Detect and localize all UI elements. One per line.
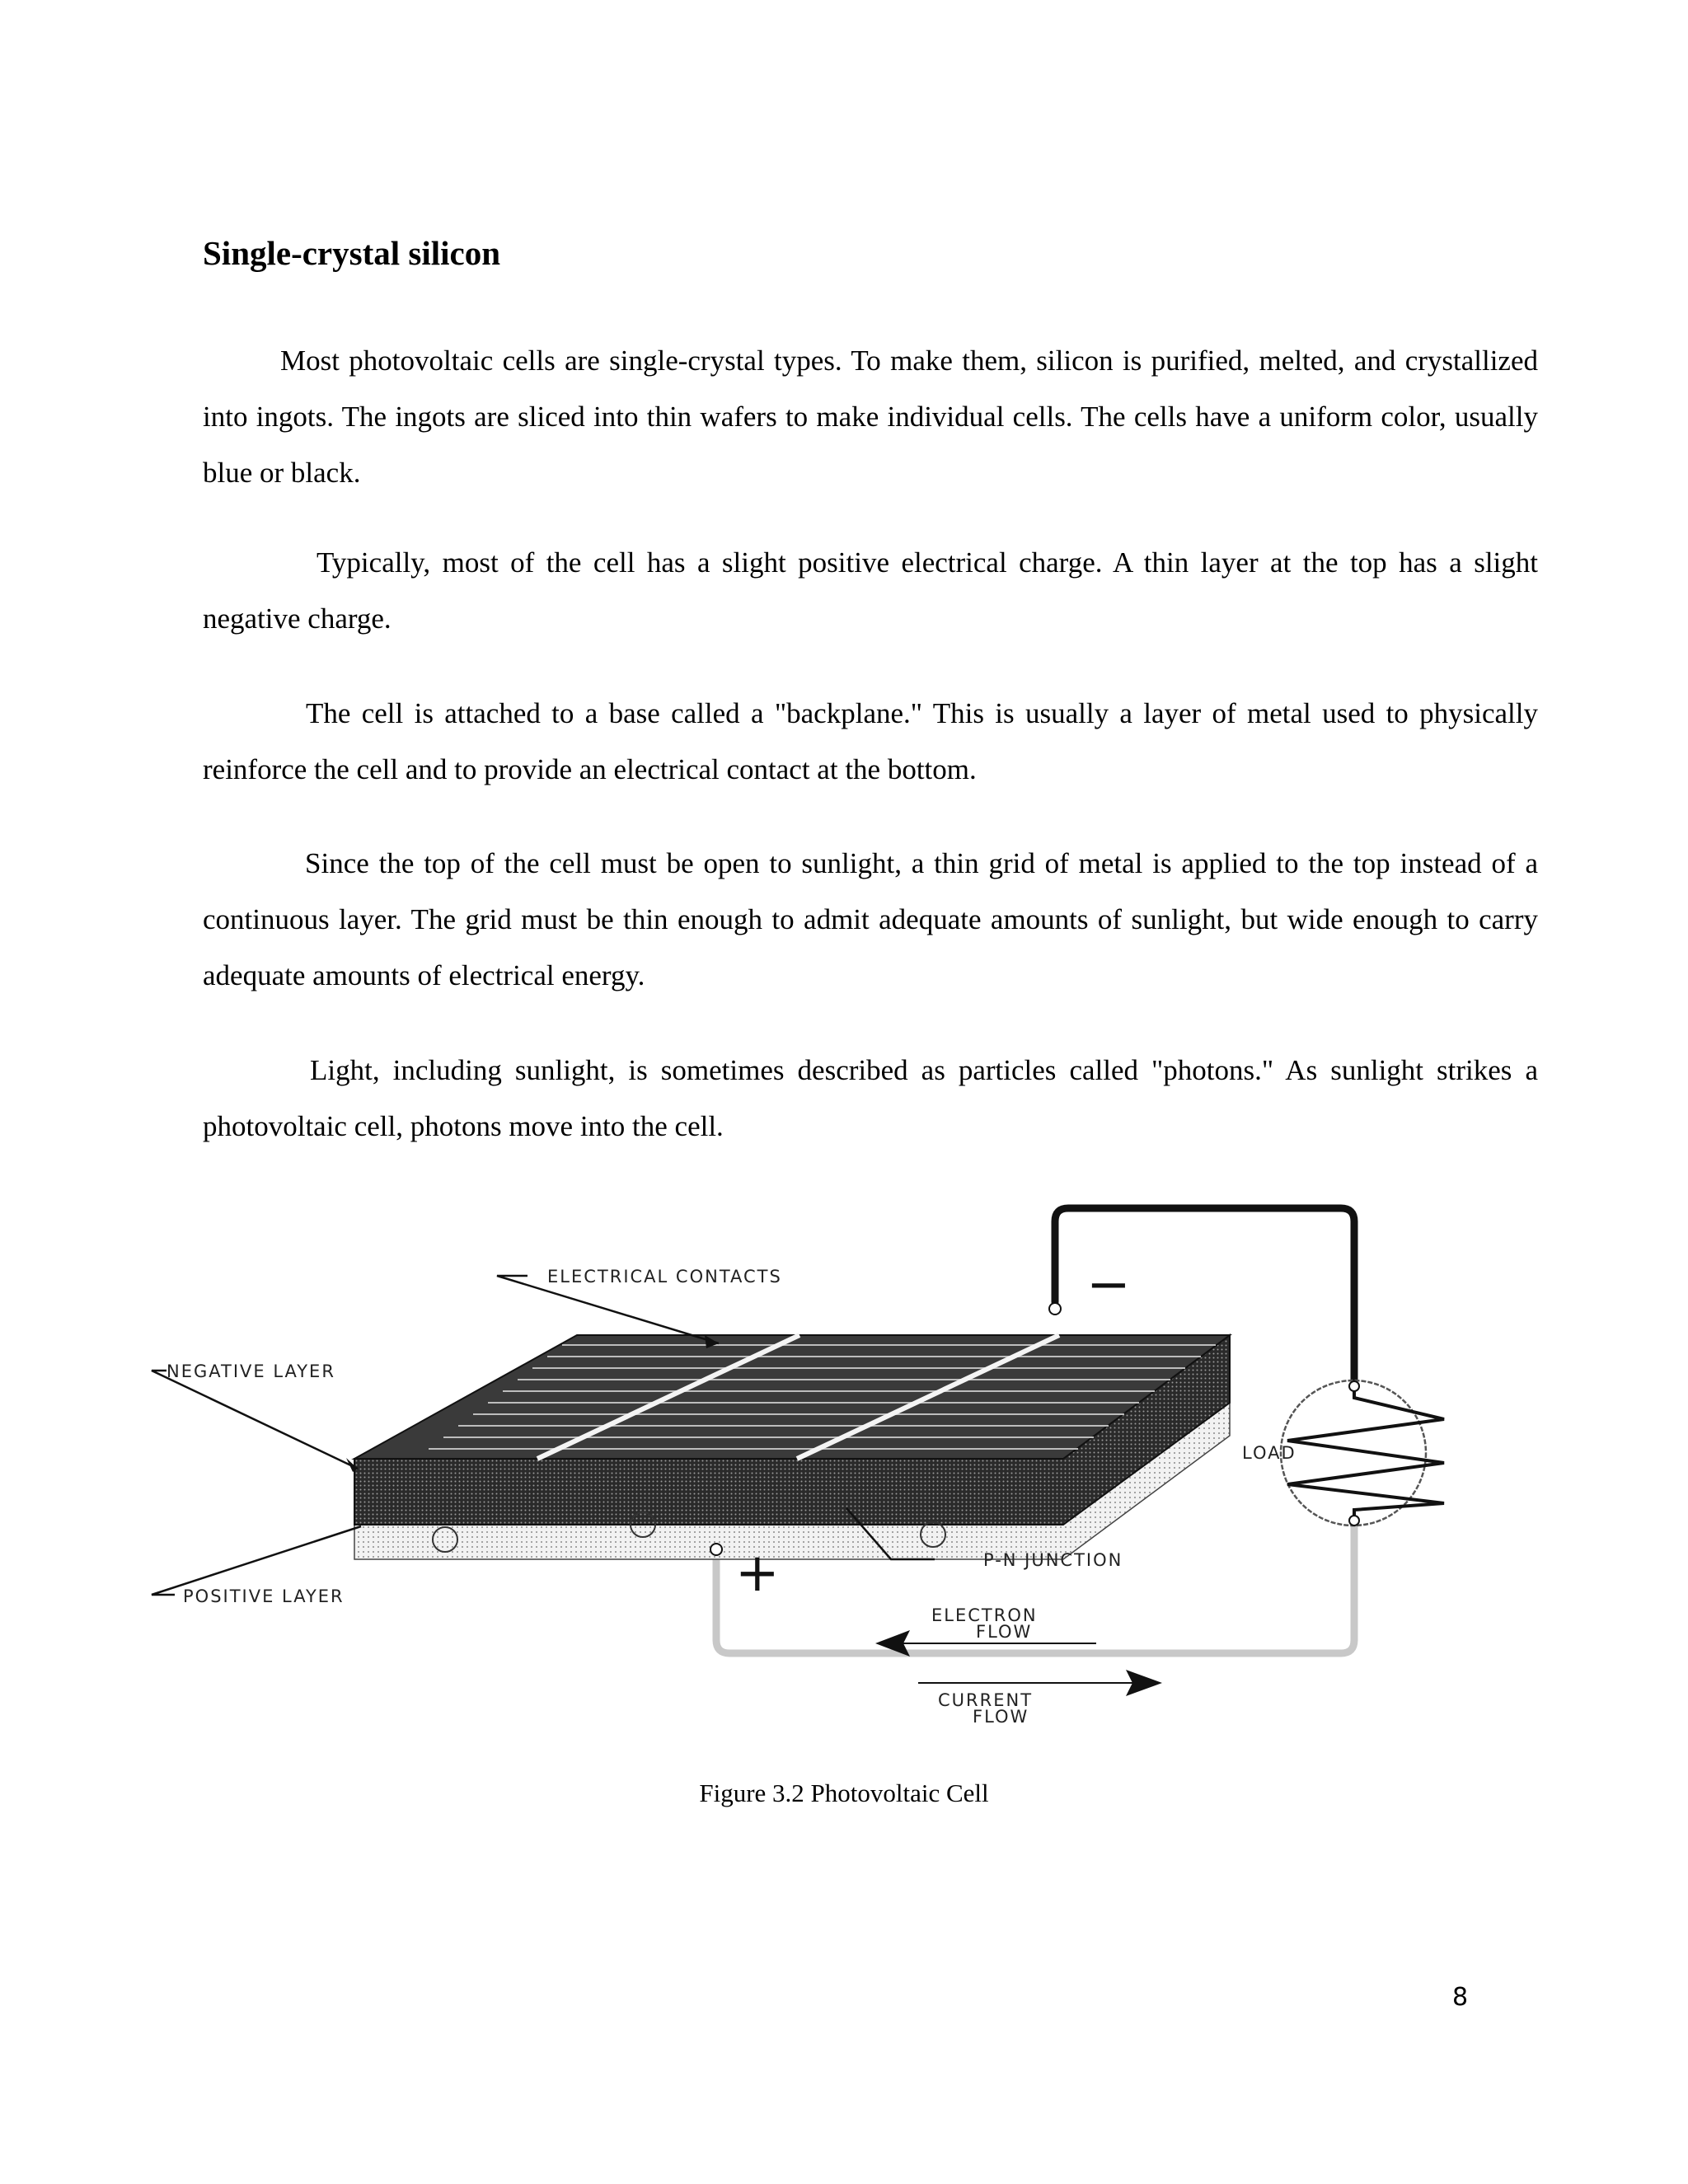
- electrical-contacts-label: ELECTRICAL CONTACTS: [547, 1267, 782, 1286]
- current-flow-label-line1: CURRENT: [938, 1690, 1034, 1710]
- electron-flow-label-line1: ELECTRON: [931, 1605, 1038, 1625]
- negative-layer-label: NEGATIVE LAYER: [166, 1361, 335, 1381]
- current-flow-label-line2: FLOW: [973, 1707, 1029, 1727]
- load-circle: [1281, 1380, 1426, 1526]
- load-label: LOAD: [1242, 1443, 1296, 1463]
- photovoltaic-cell-figure: [166, 1203, 1525, 1747]
- positive-layer-label: POSITIVE LAYER: [183, 1586, 345, 1606]
- photovoltaic-cell-diagram: [166, 1203, 1525, 1747]
- electron-flow-label-line2: FLOW: [976, 1622, 1033, 1642]
- plus-sign: +: [735, 1543, 780, 1604]
- paragraph-3: The cell is attached to a base called a "backplane." This is usually a layer of metal used to physically reinforce the cell and to provide an electrical contact at the bottom.: [203, 697, 1538, 785]
- pn-junction-label: P-N JUNCTION: [983, 1550, 1123, 1570]
- paragraph-2: Typically, most of the cell has a slight positive electrical charge. A thin layer at the top has a slight negative charge.: [203, 546, 1538, 635]
- minus-sign: −: [1086, 1254, 1131, 1315]
- paragraph-4: Since the top of the cell must be open to sunlight, a thin grid of metal is applied to the top instead of a continuous layer. The grid must be thin enough to admit adequate amounts of sunlight, but wide enough to carry adequate amounts of electrical energy.: [203, 847, 1538, 991]
- figure-caption: Figure 3.2 Photovoltaic Cell: [699, 1779, 989, 1807]
- paragraph-1: Most photovoltaic cells are single-crystal types. To make them, silicon is purified, melted, and crystallized into ingots. The ingots are sliced into thin wafers to make individual cells. The cells have a uniform color, usually blue or black.: [203, 344, 1538, 489]
- section-heading: Single-crystal silicon: [203, 234, 501, 272]
- page-number: 8: [1452, 1983, 1469, 2012]
- paragraph-5: Light, including sunlight, is sometimes described as particles called "photons." As sunlight strikes a photovoltaic cell, photons move into the cell.: [203, 1054, 1538, 1142]
